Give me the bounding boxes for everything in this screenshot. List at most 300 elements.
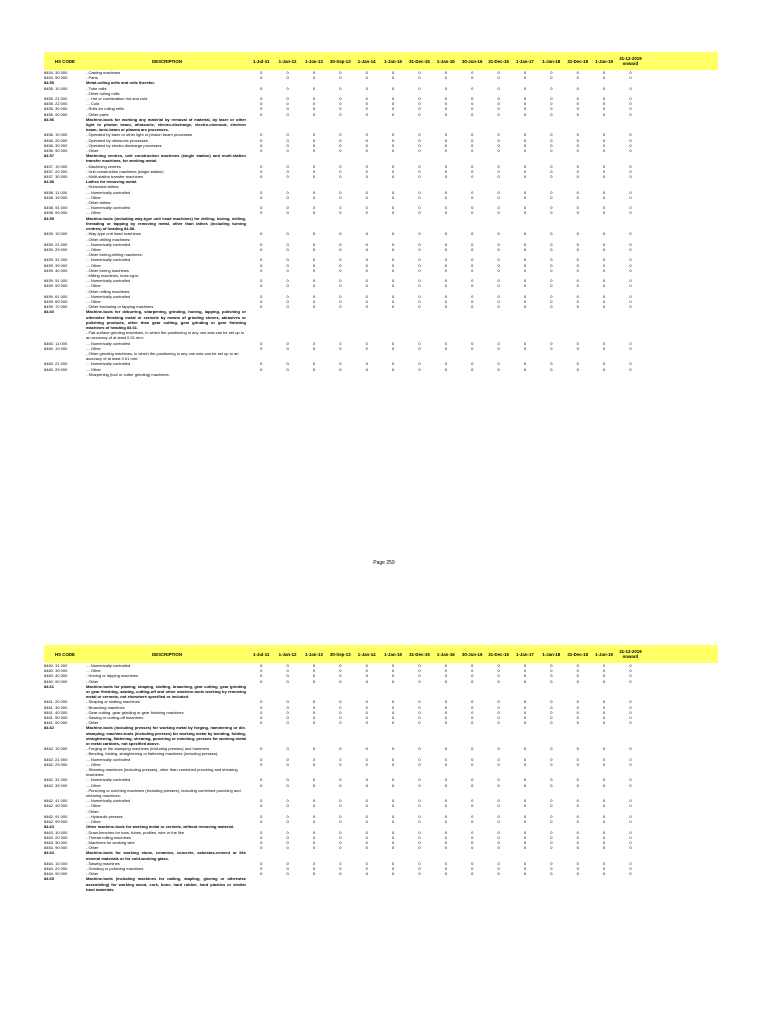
rate-cell: 0 bbox=[550, 278, 553, 284]
hs-code-cell: 8462. 49 000 bbox=[44, 803, 68, 809]
rate-cell: 0 bbox=[286, 756, 289, 762]
rate-cell: 0 bbox=[339, 345, 342, 351]
rate-cell: 0 bbox=[629, 283, 632, 289]
rate-cell: 0 bbox=[365, 298, 368, 304]
header-date: 1-Jan-16 bbox=[436, 58, 455, 64]
rate-cell: 0 bbox=[444, 231, 447, 237]
rate-cell: 0 bbox=[497, 267, 500, 273]
hs-code-cell: 8454. 30 000 bbox=[44, 70, 68, 75]
rate-cell: 0 bbox=[339, 96, 342, 102]
rate-cell: 0 bbox=[444, 283, 447, 289]
rate-cell: 0 bbox=[629, 803, 632, 809]
rate-cell: 0 bbox=[418, 704, 421, 710]
hs-code-cell: 8458. 99 000 bbox=[44, 210, 68, 216]
rate-cell: 0 bbox=[391, 163, 395, 169]
rate-cell: 0 bbox=[576, 839, 579, 845]
rate-cell: 0 bbox=[339, 746, 342, 752]
heading-row bbox=[44, 117, 718, 133]
rate-cell: 0 bbox=[418, 663, 421, 668]
rate-cell: 0 bbox=[523, 782, 527, 788]
rate-cell: 0 bbox=[444, 174, 447, 180]
rate-cell: 0 bbox=[523, 345, 527, 351]
hs-code-cell: 8462. 39 000 bbox=[44, 782, 68, 788]
rate-cell: 0 bbox=[391, 262, 395, 268]
description-cell: - - Numerically controlled bbox=[86, 663, 131, 668]
table-header bbox=[44, 645, 718, 663]
rate-cell: 0 bbox=[576, 142, 579, 148]
rate-cell: 0 bbox=[550, 871, 553, 877]
rate-cell: 0 bbox=[339, 839, 342, 845]
header-date: 31-12-2019 onward bbox=[619, 649, 642, 659]
rate-cell: 0 bbox=[260, 839, 263, 845]
rate-cell: 0 bbox=[550, 756, 553, 762]
header-date: 1-Jul-11 bbox=[253, 651, 270, 657]
description-cell: - Forging or die-stamping machines (including presses) and hammers bbox=[86, 746, 210, 752]
rate-cell: 0 bbox=[471, 673, 474, 679]
rate-cell: 0 bbox=[339, 205, 342, 211]
rate-cell: 0 bbox=[312, 366, 316, 372]
rate-cell: 0 bbox=[391, 366, 395, 372]
hs-code-cell: 8455. 30 000 bbox=[44, 106, 68, 112]
rate-cell: 0 bbox=[260, 834, 263, 840]
rate-cell: 0 bbox=[391, 298, 395, 304]
rate-cell: 0 bbox=[312, 865, 316, 871]
rate-cell: 0 bbox=[339, 101, 342, 107]
table-row bbox=[44, 330, 718, 340]
rate-cell: 0 bbox=[312, 819, 316, 825]
rate-cell: 0 bbox=[418, 860, 421, 866]
rate-cell: 0 bbox=[260, 262, 263, 268]
rate-cell: 0 bbox=[444, 75, 447, 81]
rate-cell: 0 bbox=[339, 262, 342, 268]
rate-cell: 0 bbox=[260, 345, 263, 351]
hs-code-cell: 8463. 30 000 bbox=[44, 839, 68, 845]
rate-cell: 0 bbox=[602, 746, 606, 752]
rate-cell: 0 bbox=[391, 75, 395, 81]
hs-code-cell: 84.59 bbox=[44, 215, 55, 221]
rate-cell: 0 bbox=[260, 860, 263, 866]
rate-cell: 0 bbox=[471, 304, 474, 310]
rate-cell: 0 bbox=[418, 262, 421, 268]
rate-cell: 0 bbox=[602, 298, 606, 304]
rate-cell: 0 bbox=[312, 132, 316, 138]
rate-cell: 0 bbox=[550, 189, 553, 195]
page-number: Page 259 bbox=[373, 560, 395, 566]
rate-cell: 0 bbox=[312, 813, 316, 819]
rate-cell: 0 bbox=[312, 782, 316, 788]
rate-cell: 0 bbox=[523, 101, 527, 107]
rate-cell: 0 bbox=[286, 111, 289, 117]
rate-cell: 0 bbox=[523, 813, 527, 819]
rate-cell: 0 bbox=[260, 871, 263, 877]
rate-cell: 0 bbox=[550, 194, 553, 200]
rate-cell: 0 bbox=[312, 777, 316, 783]
rate-cell: 0 bbox=[602, 293, 606, 299]
rate-cell: 0 bbox=[418, 148, 421, 154]
rate-cell: 0 bbox=[471, 257, 474, 263]
rate-cell: 0 bbox=[260, 189, 263, 195]
rate-cell: 0 bbox=[497, 85, 500, 91]
rate-cell: 0 bbox=[550, 715, 553, 721]
rate-cell: 0 bbox=[550, 210, 553, 216]
description-cell: - Other bbox=[86, 678, 99, 684]
rate-cell: 0 bbox=[260, 803, 263, 809]
rate-cell: 0 bbox=[576, 194, 579, 200]
rate-cell: 0 bbox=[339, 865, 342, 871]
rate-cell: 0 bbox=[312, 663, 316, 668]
rate-cell: 0 bbox=[418, 871, 421, 877]
rate-cell: 0 bbox=[576, 231, 579, 237]
rate-cell: 0 bbox=[629, 860, 632, 866]
rate-cell: 0 bbox=[418, 231, 421, 237]
rate-cell: 0 bbox=[286, 709, 289, 715]
rate-cell: 0 bbox=[286, 298, 289, 304]
rate-cell: 0 bbox=[418, 298, 421, 304]
rate-cell: 0 bbox=[286, 278, 289, 284]
rate-cell: 0 bbox=[602, 283, 606, 289]
description-cell: - Sharpening (tool or cutter grinding) machines: bbox=[86, 371, 170, 377]
rate-cell: 0 bbox=[286, 75, 289, 81]
rate-cell: 0 bbox=[339, 709, 342, 715]
rate-cell: 0 bbox=[497, 746, 500, 752]
hs-code-cell: 84.61 bbox=[44, 683, 55, 689]
rate-cell: 0 bbox=[629, 361, 632, 367]
rate-cell: 0 bbox=[550, 361, 553, 367]
header-date: 1-Jan-17 bbox=[516, 58, 534, 64]
rate-cell: 0 bbox=[444, 720, 447, 726]
rate-cell: 0 bbox=[523, 839, 527, 845]
rate-cell: 0 bbox=[365, 106, 368, 112]
rate-cell: 0 bbox=[523, 834, 527, 840]
rate-cell: 0 bbox=[523, 803, 527, 809]
rate-cell: 0 bbox=[602, 340, 606, 346]
hs-code-cell: 8463. 90 000 bbox=[44, 845, 68, 851]
rate-cell: 0 bbox=[629, 210, 632, 216]
rate-cell: 0 bbox=[550, 829, 553, 835]
rate-cell: 0 bbox=[523, 761, 527, 767]
rate-cell: 0 bbox=[497, 678, 500, 684]
rate-cell: 0 bbox=[339, 75, 342, 81]
rate-cell: 0 bbox=[339, 340, 342, 346]
rate-cell: 0 bbox=[365, 699, 368, 705]
rate-cell: 0 bbox=[312, 834, 316, 840]
rate-cell: 0 bbox=[471, 298, 474, 304]
rate-cell: 0 bbox=[312, 70, 316, 75]
rate-cell: 0 bbox=[471, 246, 474, 252]
rate-cell: 0 bbox=[418, 246, 421, 252]
rate-cell: 0 bbox=[550, 262, 553, 268]
rate-cell: 0 bbox=[391, 663, 395, 668]
header-date: 31-Dec-18 bbox=[567, 651, 589, 657]
rate-cell: 0 bbox=[365, 142, 368, 148]
rate-cell: 0 bbox=[286, 142, 289, 148]
rate-cell: 0 bbox=[629, 798, 632, 804]
rate-cell: 0 bbox=[339, 142, 342, 148]
rate-cell: 0 bbox=[418, 75, 421, 81]
header-date: 1-Jan-12 bbox=[278, 651, 297, 657]
description-cell: - Honing or lapping machines bbox=[86, 673, 139, 679]
rate-cell: 0 bbox=[550, 704, 553, 710]
rate-cell: 0 bbox=[260, 85, 263, 91]
rate-cell: 0 bbox=[312, 257, 316, 263]
rate-cell: 0 bbox=[391, 231, 395, 237]
rate-cell: 0 bbox=[260, 798, 263, 804]
rate-cell: 0 bbox=[576, 699, 579, 705]
rate-cell: 0 bbox=[471, 85, 474, 91]
rate-cell: 0 bbox=[602, 189, 606, 195]
rate-cell: 0 bbox=[365, 813, 368, 819]
rate-cell: 0 bbox=[497, 673, 500, 679]
rate-cell: 0 bbox=[286, 678, 289, 684]
rate-cell: 0 bbox=[339, 860, 342, 866]
rate-cell: 0 bbox=[286, 715, 289, 721]
hs-code-cell: 84.60 bbox=[44, 309, 55, 315]
rate-cell: 0 bbox=[391, 803, 395, 809]
rate-cell: 0 bbox=[444, 205, 447, 211]
rate-cell: 0 bbox=[286, 85, 289, 91]
rate-cell: 0 bbox=[497, 699, 500, 705]
header-date: 31-Dec-16 bbox=[488, 58, 509, 64]
rate-cell: 0 bbox=[391, 106, 395, 112]
description-cell: - - Cold bbox=[86, 101, 100, 107]
rate-cell: 0 bbox=[418, 85, 421, 91]
rate-cell: 0 bbox=[339, 673, 342, 679]
rate-cell: 0 bbox=[418, 267, 421, 273]
rate-cell: 0 bbox=[444, 137, 447, 143]
rate-cell: 0 bbox=[312, 96, 316, 102]
rate-cell: 0 bbox=[576, 829, 579, 835]
description-cell: - Parts bbox=[86, 75, 98, 81]
rate-cell: 0 bbox=[339, 241, 342, 247]
rate-cell: 0 bbox=[312, 262, 316, 268]
rate-cell: 0 bbox=[418, 345, 421, 351]
rate-cell: 0 bbox=[339, 304, 342, 310]
rate-cell: 0 bbox=[312, 304, 316, 310]
rate-cell: 0 bbox=[365, 871, 368, 877]
rate-cell: 0 bbox=[523, 142, 527, 148]
rate-cell: 0 bbox=[260, 782, 263, 788]
table-row bbox=[44, 788, 718, 798]
rate-cell: 0 bbox=[629, 839, 632, 845]
rate-cell: 0 bbox=[286, 132, 289, 138]
rate-cell: 0 bbox=[444, 845, 447, 851]
rate-cell: 0 bbox=[629, 205, 632, 211]
description-cell: - - Other bbox=[86, 803, 101, 809]
rate-cell: 0 bbox=[312, 746, 316, 752]
rate-cell: 0 bbox=[418, 361, 421, 367]
rate-cell: 0 bbox=[418, 746, 421, 752]
rate-cell: 0 bbox=[602, 111, 606, 117]
rate-cell: 0 bbox=[576, 298, 579, 304]
hs-code-cell: 8457. 30 000 bbox=[44, 174, 68, 180]
rate-cell: 0 bbox=[471, 283, 474, 289]
rate-cell: 0 bbox=[286, 668, 289, 674]
rate-cell: 0 bbox=[418, 163, 421, 169]
hs-code-cell: 8458. 11 000 bbox=[44, 189, 68, 195]
description-cell: - Multi-station transfer machines bbox=[86, 174, 143, 180]
rate-cell: 0 bbox=[391, 798, 395, 804]
rate-cell: 0 bbox=[629, 101, 632, 107]
rate-cell: 0 bbox=[523, 829, 527, 835]
rate-cell: 0 bbox=[576, 865, 579, 871]
rate-cell: 0 bbox=[444, 860, 447, 866]
description-cell: - Other lathes: bbox=[86, 200, 112, 206]
rate-cell: 0 bbox=[523, 678, 527, 684]
rate-cell: 0 bbox=[339, 111, 342, 117]
rate-cell: 0 bbox=[523, 205, 527, 211]
rate-cell: 0 bbox=[339, 668, 342, 674]
hs-code-cell: 8454. 90 000 bbox=[44, 75, 68, 81]
rate-cell: 0 bbox=[550, 246, 553, 252]
rate-cell: 0 bbox=[286, 704, 289, 710]
description-cell: - Broaching machines bbox=[86, 704, 125, 710]
rate-cell: 0 bbox=[497, 137, 500, 143]
rate-cell: 0 bbox=[418, 189, 421, 195]
rate-cell: 0 bbox=[550, 148, 553, 154]
rate-cell: 0 bbox=[365, 829, 368, 835]
rate-cell: 0 bbox=[629, 834, 632, 840]
rate-cell: 0 bbox=[497, 241, 500, 247]
table-row bbox=[44, 372, 718, 377]
hs-code-cell: 8460. 11 000 bbox=[44, 340, 68, 346]
rate-cell: 0 bbox=[418, 366, 421, 372]
rate-cell: 0 bbox=[471, 834, 474, 840]
description-cell: - - Numerically controlled bbox=[86, 340, 131, 346]
rate-cell: 0 bbox=[497, 148, 500, 154]
rate-cell: 0 bbox=[365, 777, 368, 783]
rate-cell: 0 bbox=[497, 189, 500, 195]
rate-cell: 0 bbox=[497, 278, 500, 284]
description-cell: - - Other bbox=[86, 345, 101, 351]
rate-cell: 0 bbox=[629, 137, 632, 143]
rate-cell: 0 bbox=[444, 746, 447, 752]
rate-cell: 0 bbox=[260, 361, 263, 367]
hs-code-cell: 8459. 61 000 bbox=[44, 293, 68, 299]
rate-cell: 0 bbox=[523, 241, 527, 247]
rate-cell: 0 bbox=[629, 746, 632, 752]
rate-cell: 0 bbox=[444, 111, 447, 117]
description-cell: - Rolls for rolling mills bbox=[86, 106, 125, 112]
hs-code-cell: 8459. 31 000 bbox=[44, 257, 68, 263]
hs-code-cell: 84.58 bbox=[44, 179, 55, 185]
rate-cell: 0 bbox=[550, 813, 553, 819]
rate-cell: 0 bbox=[471, 845, 474, 851]
tariff-page-1 bbox=[44, 52, 718, 377]
rate-cell: 0 bbox=[312, 137, 316, 143]
rate-cell: 0 bbox=[365, 293, 368, 299]
rate-cell: 0 bbox=[418, 293, 421, 299]
rate-cell: 0 bbox=[550, 142, 553, 148]
description-cell: - - Other bbox=[86, 366, 101, 372]
rate-cell: 0 bbox=[286, 163, 289, 169]
rate-cell: 0 bbox=[602, 871, 606, 877]
rate-cell: 0 bbox=[312, 798, 316, 804]
hs-code-cell: 8460. 31 000 bbox=[44, 663, 68, 668]
rate-cell: 0 bbox=[339, 803, 342, 809]
rate-cell: 0 bbox=[629, 304, 632, 310]
rate-cell: 0 bbox=[629, 85, 632, 91]
rate-cell: 0 bbox=[497, 715, 500, 721]
rate-cell: 0 bbox=[576, 668, 579, 674]
rate-cell: 0 bbox=[365, 257, 368, 263]
rate-cell: 0 bbox=[391, 137, 395, 143]
header-date: 31-Dec-16 bbox=[488, 651, 509, 657]
rate-cell: 0 bbox=[339, 813, 342, 819]
rate-cell: 0 bbox=[471, 668, 474, 674]
hs-code-cell: 8457. 20 000 bbox=[44, 168, 68, 174]
rate-cell: 0 bbox=[523, 699, 527, 705]
rate-cell: 0 bbox=[576, 85, 579, 91]
rate-cell: 0 bbox=[602, 829, 606, 835]
rate-cell: 0 bbox=[576, 361, 579, 367]
rate-cell: 0 bbox=[339, 777, 342, 783]
rate-cell: 0 bbox=[286, 782, 289, 788]
rate-cell: 0 bbox=[523, 720, 527, 726]
rate-cell: 0 bbox=[602, 715, 606, 721]
rate-cell: 0 bbox=[365, 278, 368, 284]
rate-cell: 0 bbox=[286, 257, 289, 263]
rate-cell: 0 bbox=[629, 257, 632, 263]
rate-cell: 0 bbox=[602, 709, 606, 715]
rate-cell: 0 bbox=[629, 871, 632, 877]
rate-cell: 0 bbox=[260, 663, 263, 668]
rate-cell: 0 bbox=[629, 96, 632, 102]
rate-cell: 0 bbox=[444, 709, 447, 715]
rate-cell: 0 bbox=[629, 174, 632, 180]
rate-cell: 0 bbox=[260, 174, 263, 180]
rate-cell: 0 bbox=[602, 163, 606, 169]
rate-cell: 0 bbox=[312, 111, 316, 117]
rate-cell: 0 bbox=[444, 267, 447, 273]
description-cell: - Casting machines bbox=[86, 70, 121, 75]
hs-code-cell: 8464. 20 000 bbox=[44, 865, 68, 871]
rate-cell: 0 bbox=[339, 834, 342, 840]
rate-cell: 0 bbox=[629, 663, 632, 668]
rate-cell: 0 bbox=[550, 111, 553, 117]
rate-cell: 0 bbox=[312, 210, 316, 216]
rate-cell: 0 bbox=[602, 819, 606, 825]
rate-cell: 0 bbox=[497, 96, 500, 102]
rate-cell: 0 bbox=[497, 174, 500, 180]
description-cell: - Other boring machines bbox=[86, 267, 129, 273]
description-cell: - Flat-surface grinding machines, in which the positioning in any one axis can be set up to an accuracy of at least 0.01 mm: bbox=[86, 330, 245, 341]
header-hs-code: HS CODE bbox=[54, 58, 75, 64]
rate-cell: 0 bbox=[286, 106, 289, 112]
rate-cell: 0 bbox=[286, 205, 289, 211]
rate-cell: 0 bbox=[444, 819, 447, 825]
rate-cell: 0 bbox=[471, 96, 474, 102]
rate-cell: 0 bbox=[339, 246, 342, 252]
rate-cell: 0 bbox=[260, 163, 263, 169]
rate-cell: 0 bbox=[391, 168, 395, 174]
table-row bbox=[44, 351, 718, 361]
rate-cell: 0 bbox=[497, 345, 500, 351]
rate-cell: 0 bbox=[444, 257, 447, 263]
rate-cell: 0 bbox=[339, 782, 342, 788]
rate-cell: 0 bbox=[550, 231, 553, 237]
rate-cell: 0 bbox=[391, 304, 395, 310]
description-cell: - - Other bbox=[86, 761, 101, 767]
rate-cell: 0 bbox=[576, 715, 579, 721]
rate-cell: 0 bbox=[602, 75, 606, 81]
rate-cell: 0 bbox=[260, 106, 263, 112]
rate-cell: 0 bbox=[602, 678, 606, 684]
rate-cell: 0 bbox=[471, 871, 474, 877]
rate-cell: 0 bbox=[286, 148, 289, 154]
rate-cell: 0 bbox=[497, 163, 500, 169]
rate-cell: 0 bbox=[312, 278, 316, 284]
description-cell: - - Numerically controlled bbox=[86, 257, 131, 263]
